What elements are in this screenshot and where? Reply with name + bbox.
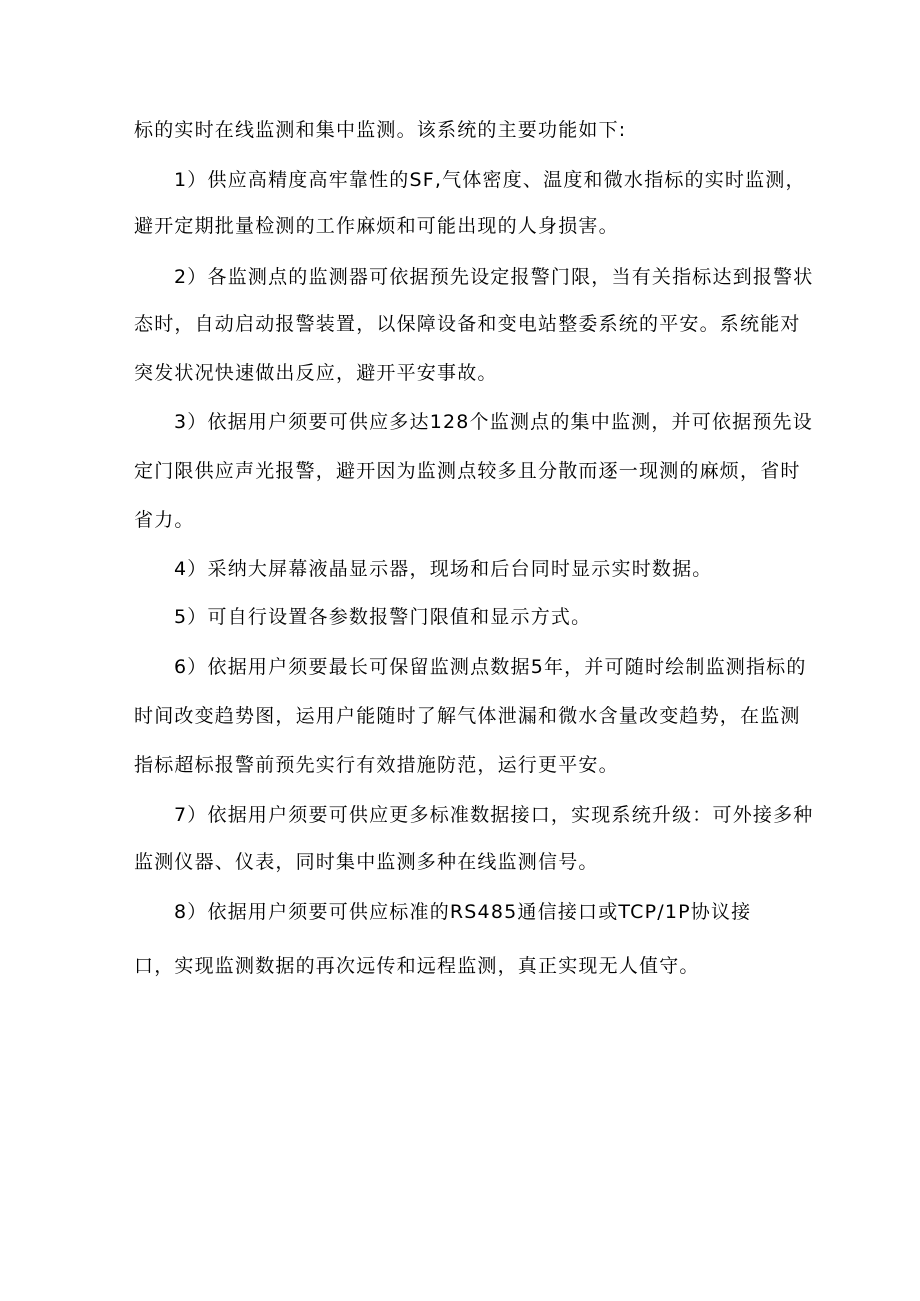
text-line-item-6-cont-2: 指标超标报警前预先实行有效措施防范，运行更平安。 bbox=[134, 754, 619, 776]
text-line-item-3: 3）依据用户须要可供应多达128个监测点的集中监测，并可依据预先设 bbox=[174, 411, 813, 433]
text-line-item-8: 8）依据用户须要可供应标准的RS485通信接口或TCP/1P协议接 bbox=[174, 901, 752, 923]
text-line-item-2-cont-1: 态时，自动启动报警装置，以保障设备和变电站整委系统的平安。系统能对 bbox=[134, 313, 801, 335]
text-line-item-6-cont-1: 时间改变趋势图，运用户能随时了解气体泄漏和微水含量改变趋势，在监测 bbox=[134, 705, 801, 727]
text-line-item-1: 1）供应高精度高牢靠性的SF,气体密度、温度和微水指标的实时监测， bbox=[174, 169, 806, 191]
text-line-item-7-cont: 监测仪器、仪表，同时集中监测多种在线监测信号。 bbox=[134, 851, 599, 873]
text-line-item-6: 6）依据用户须要最长可保留监测点数据5年，并可随时绘制监测指标的 bbox=[174, 656, 807, 678]
text-line-item-5: 5）可自行设置各参数报警门限值和显示方式。 bbox=[174, 606, 592, 628]
text-line-intro: 标的实时在线监测和集中监测。该系统的主要功能如下: bbox=[134, 119, 627, 141]
text-line-item-8-cont: 口，实现监测数据的再次远传和远程监测，真正实现无人值守。 bbox=[134, 955, 700, 977]
text-line-item-2-cont-2: 突发状况快速做出反应，避开平安事故。 bbox=[134, 362, 498, 384]
text-line-item-3-cont-1: 定门限供应声光报警，避开因为监测点较多且分散而逐一现测的麻烦，省时 bbox=[134, 460, 801, 482]
text-line-item-1-cont: 避开定期批量检测的工作麻烦和可能出现的人身损害。 bbox=[134, 215, 619, 237]
text-line-item-3-cont-2: 省力。 bbox=[134, 509, 195, 531]
text-line-item-4: 4）采纳大屏幕液晶显示器，现场和后台同时显示实时数据。 bbox=[174, 558, 713, 580]
text-line-item-7: 7）依据用户须要可供应更多标准数据接口，实现系统升级：可外接多种 bbox=[174, 804, 814, 826]
text-line-item-2: 2）各监测点的监测器可依据预先设定报警门限，当有关指标达到报警状 bbox=[174, 266, 814, 288]
